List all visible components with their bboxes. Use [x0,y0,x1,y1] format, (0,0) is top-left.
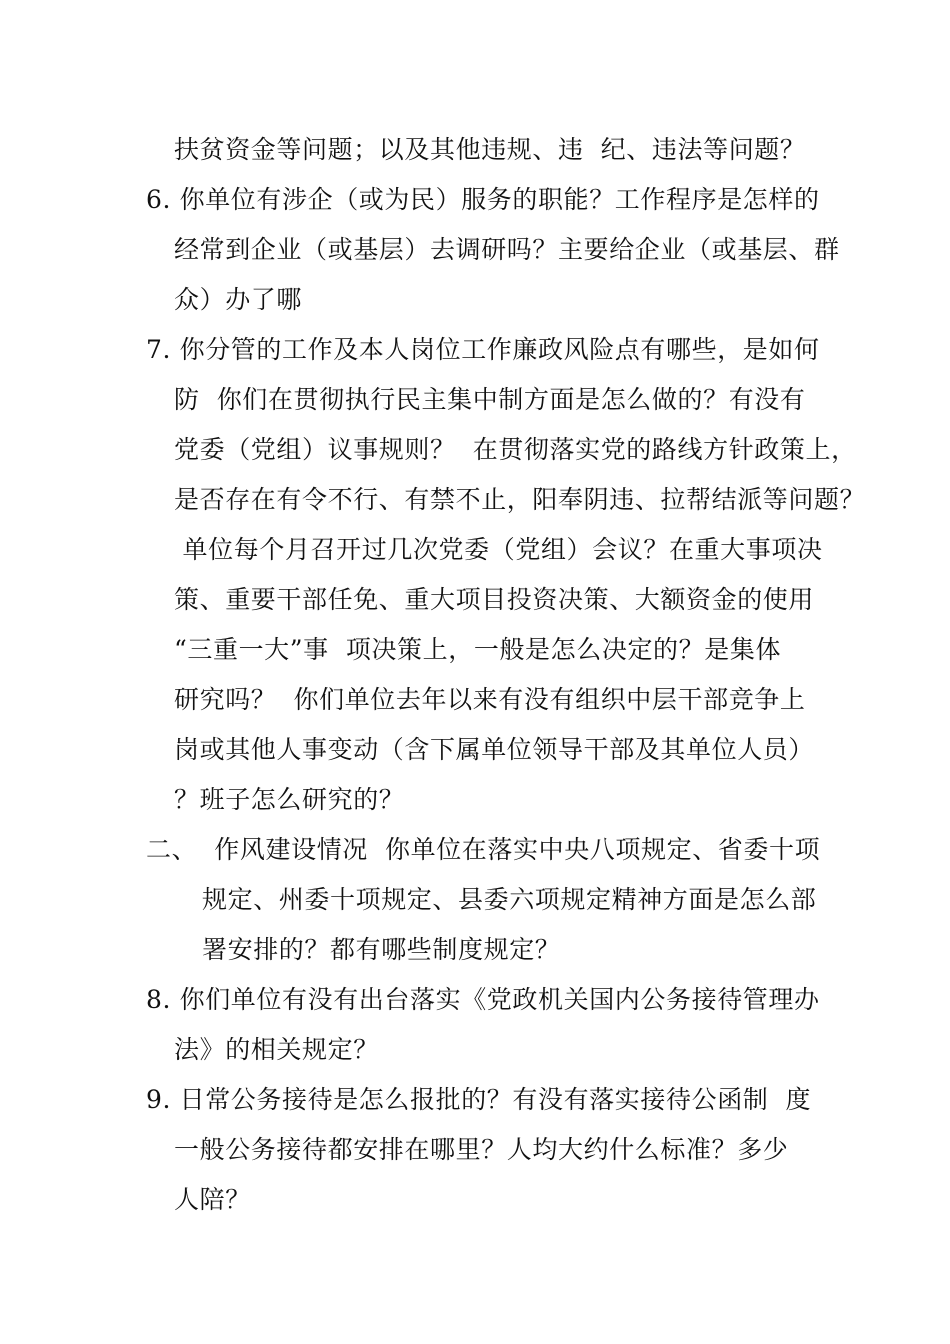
text-line: 研究吗？ 你们单位去年以来有没有组织中层干部竞争上 [174,685,806,714]
text-line: 法》的相关规定？ [174,1035,379,1064]
list-item-6: 6. 你单位有涉企（或为民）服务的职能？工作程序是怎样的 [146,185,820,214]
list-item-7: 7. 你分管的工作及本人岗位工作廉政风险点有哪些，是如何 [146,335,820,364]
text-line: 扶贫资金等问题；以及其他违规、违 纪、违法等问题？ [174,135,806,164]
text-line: 单位每个月召开过几次党委（党组）会议？在重大事项决 [174,535,823,564]
text-line: 是否存在有令不行、有禁不止，阳奉阴违、拉帮结派等问题？ [174,485,866,514]
list-item-9: 9. 日常公务接待是怎么报批的？有没有落实接待公函制 度 [146,1085,812,1114]
text-line: 人陪？ [174,1185,251,1214]
text-line: 署安排的？都有哪些制度规定？ [202,935,561,964]
text-line: 经常到企业（或基层）去调研吗？主要给企业（或基层、群 [174,235,840,264]
text-line: 策、重要干部任免、重大项目投资决策、大额资金的使用 [174,585,815,614]
text-line: ？班子怎么研究的？ [174,785,405,814]
section-heading-2: 二、 作风建设情况 你单位在落实中央八项规定、省委十项 [146,835,821,864]
text-line: 众）办了哪 [174,285,303,314]
text-line: 规定、州委十项规定、县委六项规定精神方面是怎么部 [202,885,817,914]
text-line: 防 你们在贯彻执行民主集中制方面是怎么做的？有没有 [174,385,806,414]
text-line: “三重一大”事 项决策上，一般是怎么决定的？是集体 [174,635,782,664]
list-item-8: 8. 你们单位有没有出台落实《党政机关国内公务接待管理办 [146,985,820,1014]
text-line: 党委（党组）议事规则？ 在贯彻落实党的路线方针政策上， [174,435,857,464]
text-line: 岗或其他人事变动（含下属单位领导干部及其单位人员） [174,735,815,764]
text-line: 一般公务接待都安排在哪里？人均大约什么标准？多少 [174,1135,789,1164]
